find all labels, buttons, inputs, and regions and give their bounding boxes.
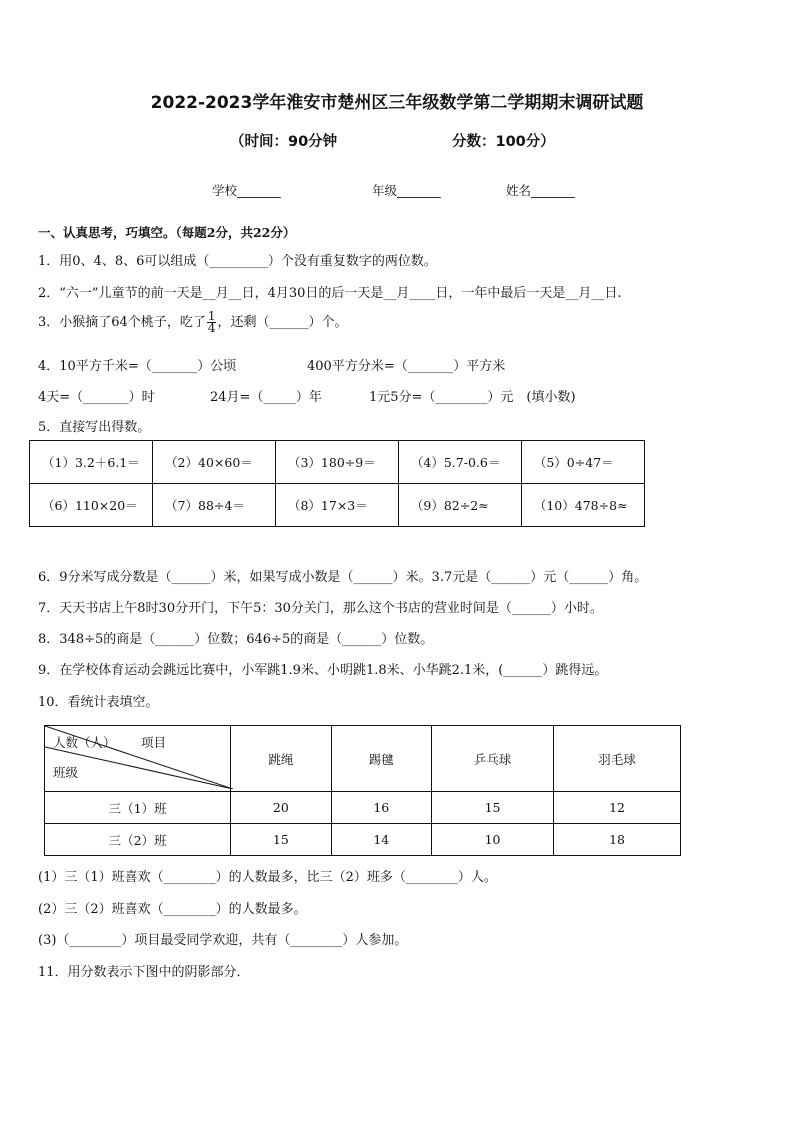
table-row [30,441,645,484]
calc-cell: （4）5.7-0.6＝ [398,441,521,484]
question-5: 5．直接写出得数。 [38,420,151,435]
question-4-d: 24月=（_____）年 [210,390,322,405]
column-header: 乒乓球 [432,726,554,792]
column-header: 跳绳 [231,726,331,792]
table-cell: 18 [554,824,681,856]
page-title: 2022-2023学年淮安市楚州区三年级数学第二学期期末调研试题 [150,93,644,113]
section-heading: 一、认真思考，巧填空。（每题2分，共22分） [38,225,296,240]
question-10-part-1: (1）三（1）班喜欢（________）的人数最多，比三（2）班多（________）人。 [38,870,497,885]
question-3-tail: ，还剩（______）个。 [217,315,348,330]
name-field: 姓名_______ [506,183,575,198]
table-cell: 20 [231,792,331,824]
calc-cell: （9）82÷2≈ [398,484,521,527]
calc-cell: （7）88÷4＝ [153,484,276,527]
school-field: 学校_______ [212,183,281,198]
question-9: 9．在学校体育运动会跳远比赛中，小军跳1.9米、小明跳1.8米、小华跳2.1米，(______）跳得远。 [38,663,608,678]
grade-field: 年级_______ [372,183,441,198]
question-10-part-3: (3)（________）项目最受同学欢迎，共有（________）人参加。 [38,933,408,948]
question-8: 8．348÷5的商是（______）位数；646÷5的商是（______）位数。 [38,632,434,647]
table-cell: 10 [432,824,554,856]
calc-cell: （8）17×3＝ [275,484,398,527]
question-3 [38,311,347,334]
calc-cell: （6）110×20＝ [30,484,153,527]
column-header: 羽毛球 [554,726,681,792]
table-row [45,824,681,856]
question-4-b: 400平方分米=（_______）平方米 [307,359,506,374]
exam-score: 分数：100分） [452,134,555,150]
table-cell: 16 [331,792,431,824]
question-6: 6．9分米写成分数是（______）米，如果写成小数是（______）米。3.7元是（______）元（______）角。 [38,570,648,585]
question-10-part-2: (2）三（2）班喜欢（________）的人数最多。 [38,902,307,917]
diagonal-header-cell [45,726,231,792]
fraction-numerator: 1 [207,309,216,323]
question-4-a: 4．10平方千米=（_______）公顷 [38,359,237,374]
question-7: 7．天天书店上午8时30分开门，下午5：30分关门，那么这个书店的营业时间是（______）小时。 [38,601,603,616]
header-item: 项目 [141,735,167,750]
question-3-text: 3．小猴摘了64个桃子，吃了 [38,315,206,330]
table-cell: 15 [432,792,554,824]
exam-time: （时间：90分钟 [230,134,338,150]
question-4-c: 4天=（_______）时 [38,390,155,405]
table-header-row [45,726,681,792]
header-class: 班级 [53,765,79,780]
fraction [207,311,217,334]
calculation-table [29,440,645,527]
question-4-e: 1元5分=（________）元 (填小数) [369,390,576,405]
column-header: 踢毽 [331,726,431,792]
question-11: 11．用分数表示下图中的阴影部分． [38,965,250,980]
table-cell: 14 [331,824,431,856]
table-cell: 12 [554,792,681,824]
table-cell: 15 [231,824,331,856]
question-10: 10．看统计表填空。 [38,695,159,710]
table-row [30,484,645,527]
calc-cell: （3）180÷9＝ [275,441,398,484]
calc-cell: （2）40×60＝ [153,441,276,484]
row-label: 三（1）班 [45,792,231,824]
statistics-table [44,725,681,856]
table-row [45,792,681,824]
row-label: 三（2）班 [45,824,231,856]
fraction-denominator: 4 [207,321,216,335]
calc-cell: （5）0÷47＝ [521,441,644,484]
calc-cell: （10）478÷8≈ [521,484,644,527]
header-people: 人数（人） [53,735,116,750]
calc-cell: （1）3.2＋6.1＝ [30,441,153,484]
question-2: 2．“六一”儿童节的前一天是__月__日，4月30日的后一天是__月____日，一年中最后一天是__月__日. [38,286,622,301]
question-1: 1．用0、4、8、6可以组成（_________）个没有重复数字的两位数。 [38,254,437,269]
